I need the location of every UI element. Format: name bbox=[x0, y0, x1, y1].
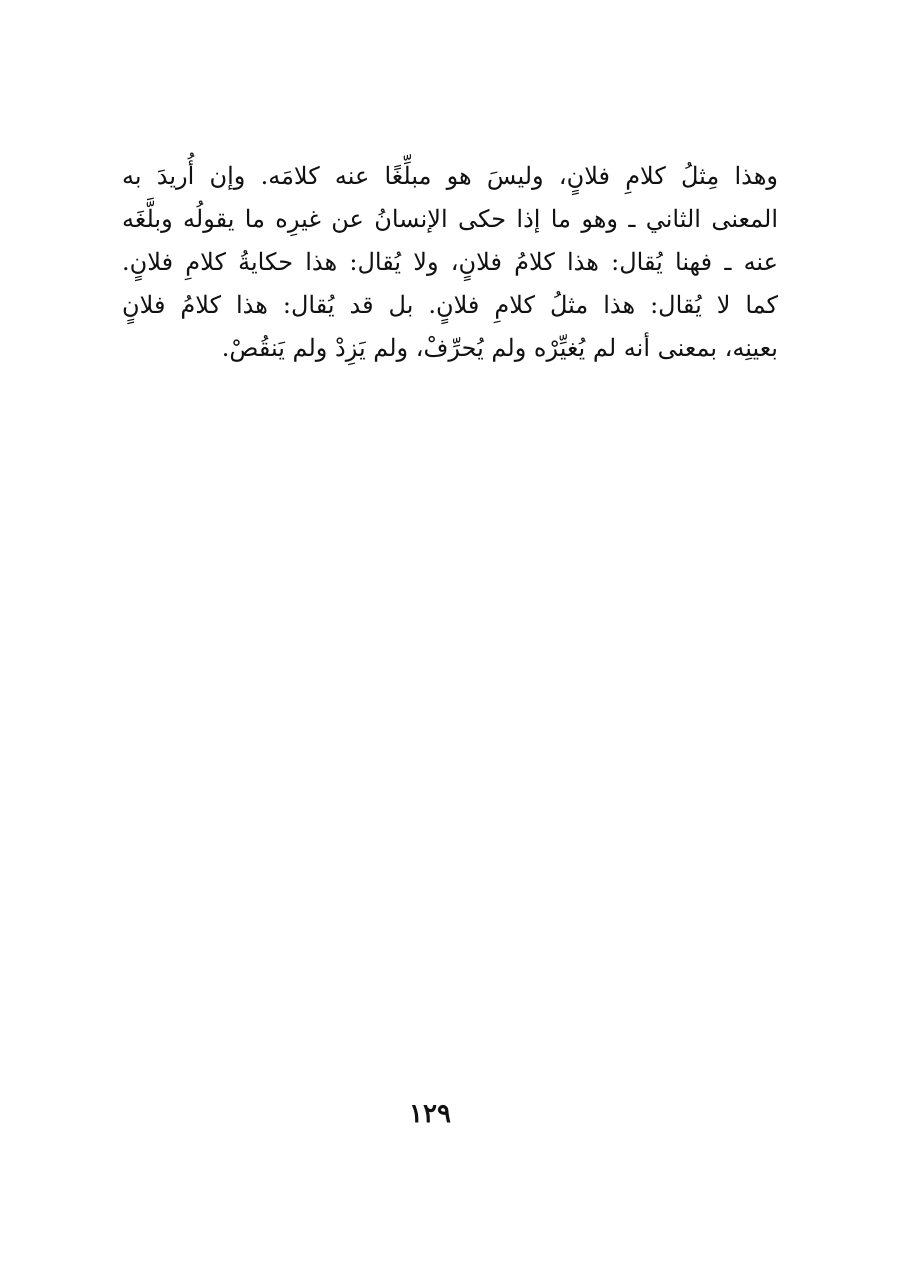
text-line-1: وهذا مِثلُ كلامِ فلانٍ، وليسَ هو مبلِّغًا عنه كلامَه. وإن أُريدَ به bbox=[122, 162, 778, 190]
text-line-4: كما لا يُقال: هذا مثلُ كلامِ فلانٍ. بل قد يُقال: هذا كلامُ فلانٍ bbox=[122, 291, 778, 319]
body-paragraph bbox=[122, 155, 778, 370]
text-line-5: بعينِه، بمعنى أنه لم يُغيِّرْه ولم يُحرِّفْ، ولم يَزِدْ ولم يَنقُصْ. bbox=[221, 334, 778, 362]
page-number: ١٢٩ bbox=[409, 1099, 451, 1129]
text-line-3: عنه ـ فهنا يُقال: هذا كلامُ فلانٍ، ولا يُقال: هذا حكايةُ كلامِ فلانٍ. bbox=[122, 248, 778, 276]
text-line-2: المعنى الثاني ـ وهو ما إذا حكى الإنسانُ عن غيرِه ما يقولُه وبلَّغَه bbox=[122, 205, 778, 233]
